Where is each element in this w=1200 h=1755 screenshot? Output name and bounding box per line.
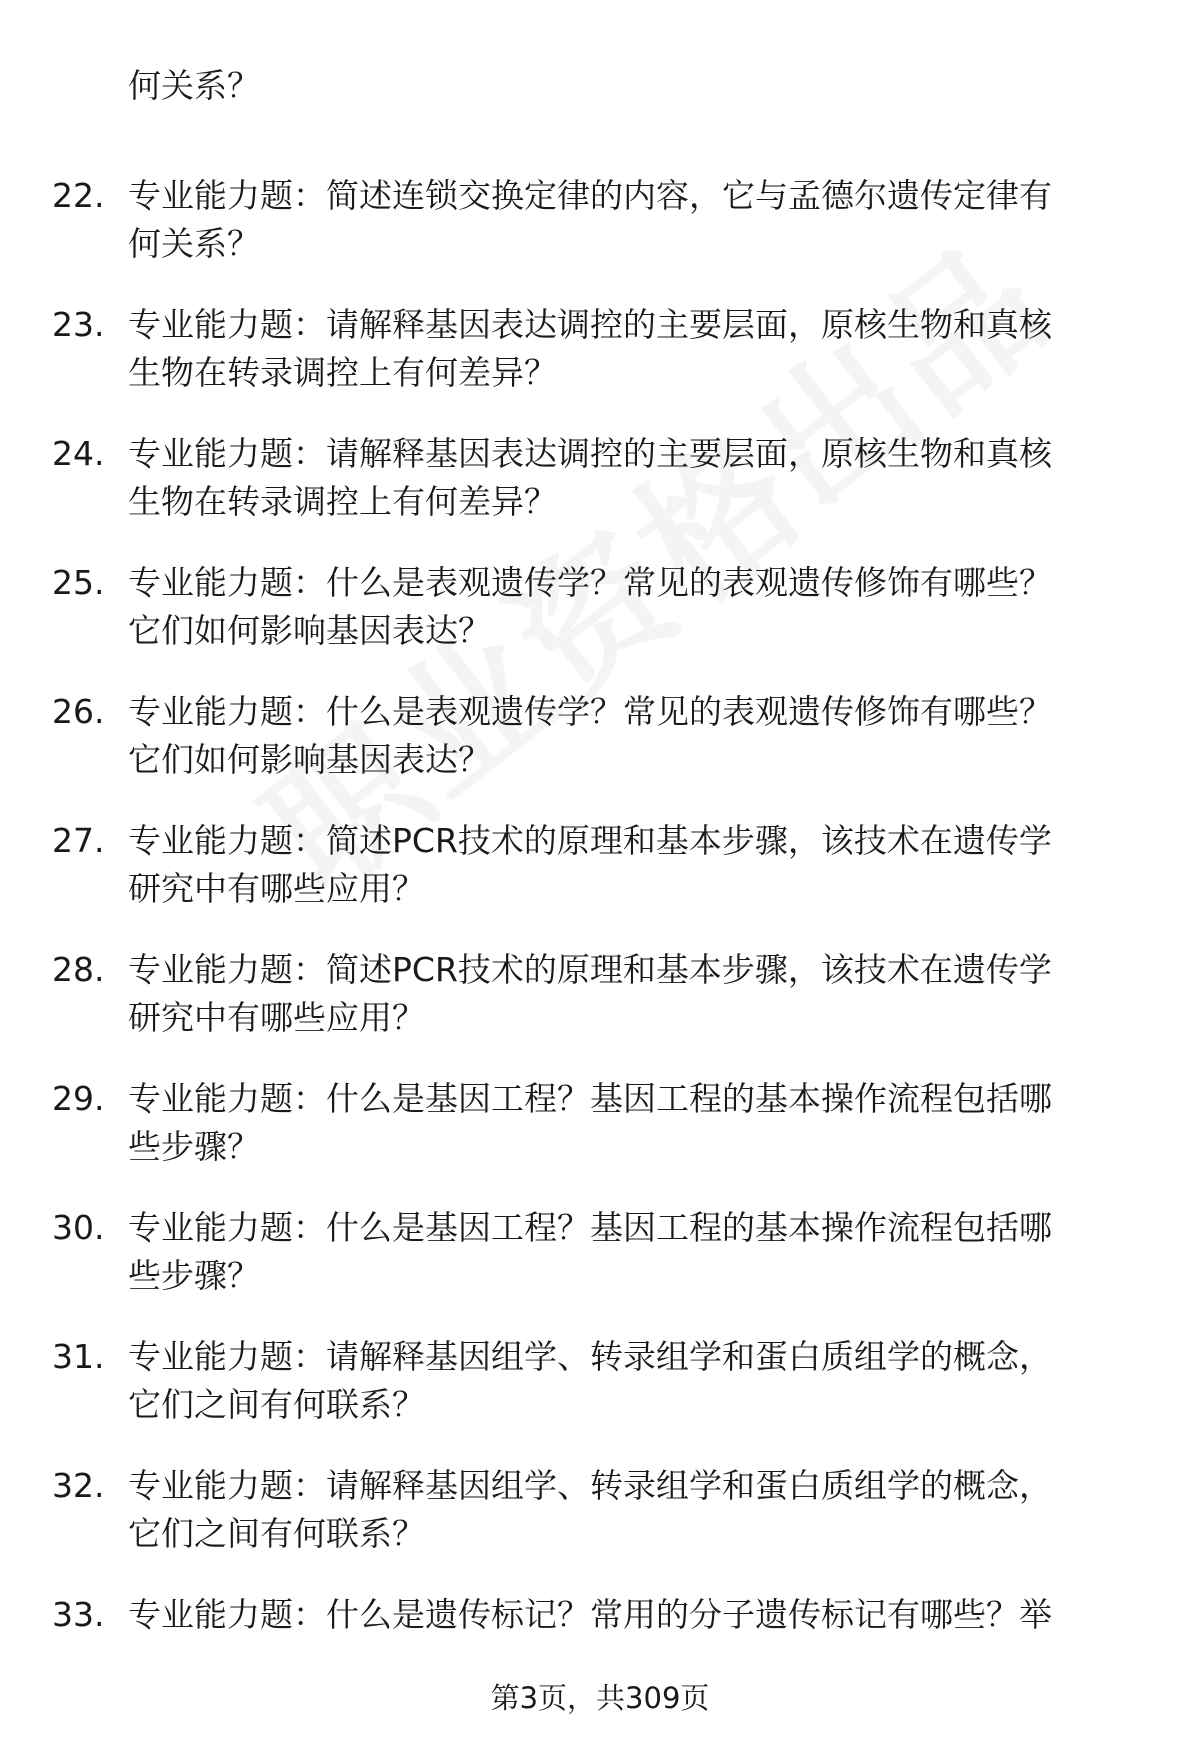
list-item	[52, 817, 1152, 913]
question-line: 它们如何影响基因表达？	[128, 611, 491, 650]
list-item	[52, 301, 1152, 397]
list-item	[52, 1075, 1152, 1171]
question-text	[128, 817, 1152, 913]
question-line: 它们之间有何联系？	[128, 1514, 425, 1553]
question-line: 研究中有哪些应用？	[128, 998, 425, 1037]
question-line: 它们之间有何联系？	[128, 1385, 425, 1424]
question-number: 28.	[52, 950, 105, 989]
question-line: 专业能力题：简述连锁交换定律的内容，它与孟德尔遗传定律有	[128, 176, 1052, 215]
question-line: 专业能力题：请解释基因组学、转录组学和蛋白质组学的概念，	[128, 1466, 1052, 1505]
question-number: 27.	[52, 821, 105, 860]
list-item	[52, 559, 1152, 655]
list-item	[52, 946, 1152, 1042]
question-text	[128, 1333, 1152, 1429]
question-text	[128, 172, 1152, 268]
question-line: 专业能力题：什么是表观遗传学？常见的表观遗传修饰有哪些？	[128, 563, 1052, 602]
list-item	[52, 1204, 1152, 1300]
continuation-line: 何关系？	[128, 66, 260, 105]
question-line: 生物在转录调控上有何差异？	[128, 482, 557, 521]
question-line: 专业能力题：请解释基因组学、转录组学和蛋白质组学的概念，	[128, 1337, 1052, 1376]
question-text	[128, 1591, 1152, 1639]
question-list	[52, 62, 1152, 1672]
list-item	[52, 430, 1152, 526]
question-line: 专业能力题：什么是遗传标记？常用的分子遗传标记有哪些？举	[128, 1595, 1052, 1634]
question-number: 23.	[52, 305, 105, 344]
question-line: 研究中有哪些应用？	[128, 869, 425, 908]
question-number: 25.	[52, 563, 105, 602]
question-number: 26.	[52, 692, 105, 731]
question-number: 31.	[52, 1337, 105, 1376]
question-number: 29.	[52, 1079, 105, 1118]
question-line: 些步骤？	[128, 1127, 260, 1166]
question-line: 专业能力题：请解释基因表达调控的主要层面，原核生物和真核	[128, 305, 1052, 344]
list-item	[52, 1591, 1152, 1639]
question-line: 专业能力题：什么是基因工程？基因工程的基本操作流程包括哪	[128, 1208, 1052, 1247]
page-footer: 第3页，共309页	[490, 1681, 710, 1715]
question-text	[128, 1204, 1152, 1300]
list-item	[52, 1462, 1152, 1558]
question-number: 30.	[52, 1208, 105, 1247]
question-line: 专业能力题：简述PCR技术的原理和基本步骤，该技术在遗传学	[128, 950, 1052, 989]
question-number: 32.	[52, 1466, 105, 1505]
question-text	[128, 1462, 1152, 1558]
question-text	[128, 946, 1152, 1042]
question-text	[128, 688, 1152, 784]
question-line: 专业能力题：什么是基因工程？基因工程的基本操作流程包括哪	[128, 1079, 1052, 1118]
list-item	[52, 172, 1152, 268]
question-line: 何关系？	[128, 224, 260, 263]
question-line: 它们如何影响基因表达？	[128, 740, 491, 779]
question-line: 专业能力题：简述PCR技术的原理和基本步骤，该技术在遗传学	[128, 821, 1052, 860]
question-text	[128, 1075, 1152, 1171]
question-line: 些步骤？	[128, 1256, 260, 1295]
question-text	[128, 301, 1152, 397]
question-text	[128, 559, 1152, 655]
question-number: 22.	[52, 176, 105, 215]
question-number: 24.	[52, 434, 105, 473]
question-text	[128, 430, 1152, 526]
question-number: 33.	[52, 1595, 105, 1634]
question-line: 专业能力题：什么是表观遗传学？常见的表观遗传修饰有哪些？	[128, 692, 1052, 731]
question-line: 生物在转录调控上有何差异？	[128, 353, 557, 392]
list-item	[52, 688, 1152, 784]
list-item	[52, 1333, 1152, 1429]
question-line: 专业能力题：请解释基因表达调控的主要层面，原核生物和真核	[128, 434, 1052, 473]
